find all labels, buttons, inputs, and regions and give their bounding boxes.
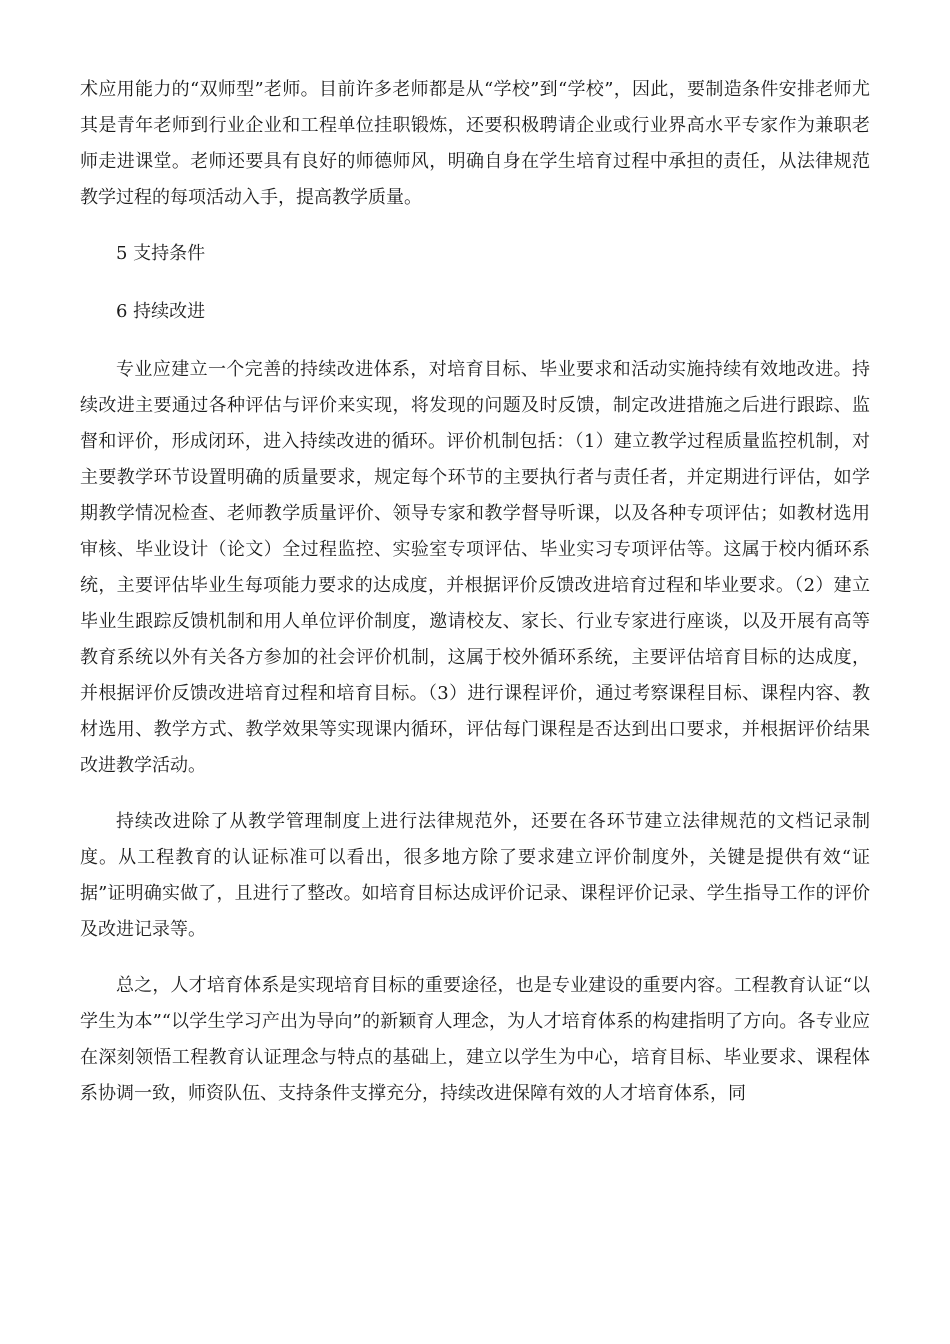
paragraph-documentation: 持续改进除了从教学管理制度上进行法律规范外，还要在各环节建立法律规范的文档记录制度。从工程教育的认证标准可以看出，很多地方除了要求建立评价制度外，关键是提供有效“证据”证明确实做了，且进行了整改。如培育目标达成评价记录、课程评价记录、学生指导工作的评价及改进记录等。 <box>80 811 870 940</box>
section-heading-continuous-improvement: 6 持续改进 <box>116 301 206 322</box>
section-heading-support-conditions: 5 支持条件 <box>116 243 206 264</box>
document-page <box>80 72 870 1112</box>
paragraph-improvement-system: 专业应建立一个完善的持续改进体系，对培育目标、毕业要求和活动实施持续有效地改进。持续改进主要通过各种评估与评价来实现，将发现的问题及时反馈，制定改进措施之后进行跟踪、监督和评价，形成闭环，进入持续改进的循环。评价机制包括：（1）建立教学过程质量监控机制，对主要教学环节设置明确的质量要求，规定每个环节的主要执行者与责任者，并定期进行评估，如学期教学情况检查、老师教学质量评价、领导专家和教学督导听课，以及各种专项评估；如教材选用审核、毕业设计（论文）全过程监控、实验室专项评估、毕业实习专项评估等。这属于校内循环系统，主要评估毕业生每项能力要求的达成度，并根据评价反馈改进培育过程和毕业要求。（2）建立毕业生跟踪反馈机制和用人单位评价制度，邀请校友、家长、行业专家进行座谈，以及开展有高等教育系统以外有关各方参加的社会评价机制，这属于校外循环系统，主要评估培育目标的达成度，并根据评价反馈改进培育过程和培育目标。（3）进行课程评价，通过考察课程目标、课程内容、教材选用、教学方式、教学效果等实现课内循环，评估每门课程是否达到出口要求，并根据评价结果改进教学活动。 <box>80 359 870 776</box>
paragraph-teachers: 术应用能力的“双师型”老师。目前许多老师都是从“学校”到“学校”，因此，要制造条件安排老师尤其是青年老师到行业企业和工程单位挂职锻炼，还要积极聘请企业或行业界高水平专家作为兼职老师走进课堂。老师还要具有良好的师德师风，明确自身在学生培育过程中承担的责任，从法律规范教学过程的每项活动入手，提高教学质量。 <box>80 79 870 208</box>
paragraph-conclusion: 总之，人才培育体系是实现培育目标的重要途径，也是专业建设的重要内容。工程教育认证“以学生为本”“以学生学习产出为导向”的新颖育人理念，为人才培育体系的构建指明了方向。各专业应在深刻领悟工程教育认证理念与特点的基础上，建立以学生为中心，培育目标、毕业要求、课程体系协调一致，师资队伍、支持条件支撑充分，持续改进保障有效的人才培育体系，同 <box>80 975 870 1104</box>
